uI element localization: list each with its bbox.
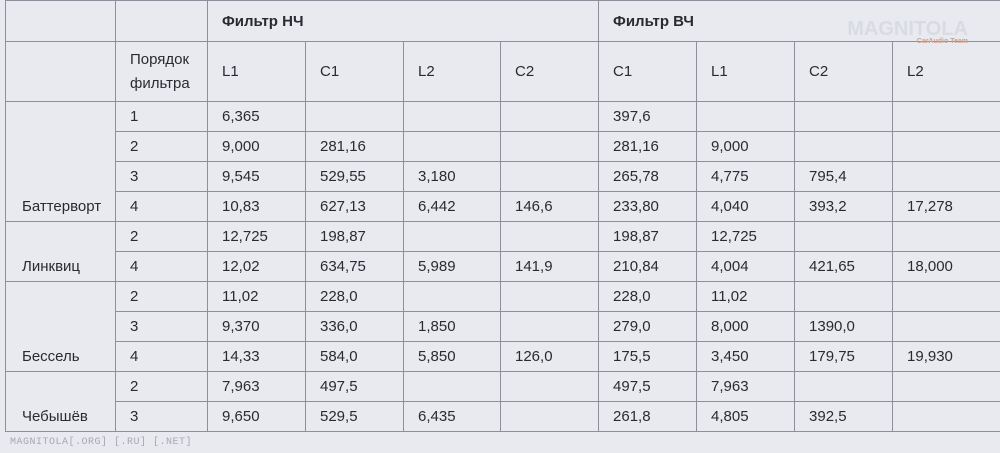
highpass-value-cell: 7,963 (697, 372, 795, 402)
highpass-value-cell: 11,02 (697, 282, 795, 312)
lowpass-col-l1: L1 (208, 42, 306, 102)
lowpass-value-cell: 529,5 (306, 402, 404, 432)
highpass-value-cell: 3,450 (697, 342, 795, 372)
lowpass-value-cell: 5,989 (404, 252, 501, 282)
lowpass-value-cell (404, 222, 501, 252)
lowpass-value-cell: 7,963 (208, 372, 306, 402)
lowpass-value-cell: 6,365 (208, 102, 306, 132)
lowpass-value-cell: 281,16 (306, 132, 404, 162)
highpass-value-cell (795, 222, 893, 252)
highpass-value-cell: 279,0 (599, 312, 697, 342)
lowpass-value-cell: 497,5 (306, 372, 404, 402)
lowpass-col-l2: L2 (404, 42, 501, 102)
lowpass-value-cell: 3,180 (404, 162, 501, 192)
watermark-url: MAGNITOLA[.ORG] [.RU] [.NET] (10, 437, 193, 448)
highpass-col-c1: C1 (599, 42, 697, 102)
highpass-value-cell: 9,000 (697, 132, 795, 162)
highpass-col-c2: C2 (795, 42, 893, 102)
logo-text: MAGNITOLA (847, 18, 968, 40)
lowpass-value-cell: 228,0 (306, 282, 404, 312)
lowpass-value-cell: 6,435 (404, 402, 501, 432)
lowpass-value-cell (501, 402, 599, 432)
lowpass-value-cell: 11,02 (208, 282, 306, 312)
lowpass-value-cell: 336,0 (306, 312, 404, 342)
lowpass-value-cell: 9,370 (208, 312, 306, 342)
highpass-col-l2: L2 (893, 42, 1000, 102)
highpass-value-cell: 265,78 (599, 162, 697, 192)
lowpass-value-cell (404, 102, 501, 132)
method-cell: Чебышёв (6, 372, 116, 432)
order-cell: 1 (116, 102, 208, 132)
lowpass-value-cell (306, 102, 404, 132)
highpass-group-title: Фильтр ВЧ (599, 1, 1000, 42)
method-cell: Линквиц (6, 222, 116, 282)
lowpass-value-cell: 1,850 (404, 312, 501, 342)
lowpass-value-cell (404, 282, 501, 312)
highpass-value-cell (795, 132, 893, 162)
table-row (6, 252, 1000, 282)
order-cell: 2 (116, 222, 208, 252)
highpass-value-cell: 421,65 (795, 252, 893, 282)
lowpass-value-cell: 627,13 (306, 192, 404, 222)
highpass-value-cell: 4,004 (697, 252, 795, 282)
logo-subtitle: CarAudio Team (916, 38, 968, 45)
lowpass-value-cell: 9,000 (208, 132, 306, 162)
highpass-value-cell: 281,16 (599, 132, 697, 162)
highpass-value-cell (893, 402, 1000, 432)
lowpass-value-cell: 14,33 (208, 342, 306, 372)
highpass-value-cell (795, 372, 893, 402)
lowpass-value-cell (501, 372, 599, 402)
order-cell: 2 (116, 372, 208, 402)
table-row (6, 342, 1000, 372)
highpass-value-cell: 8,000 (697, 312, 795, 342)
lowpass-value-cell: 198,87 (306, 222, 404, 252)
lowpass-group-title: Фильтр НЧ (208, 1, 599, 42)
table-row (6, 192, 1000, 222)
order-cell: 2 (116, 282, 208, 312)
highpass-value-cell: 198,87 (599, 222, 697, 252)
order-cell: 4 (116, 252, 208, 282)
order-header (116, 42, 208, 102)
method-cell: Бессель (6, 282, 116, 372)
method-header-cell (6, 42, 116, 102)
corner-cell (116, 1, 208, 42)
lowpass-value-cell: 634,75 (306, 252, 404, 282)
highpass-value-cell (893, 282, 1000, 312)
highpass-value-cell (697, 102, 795, 132)
highpass-value-cell (893, 372, 1000, 402)
order-header-label: Порядок фильтра (130, 50, 190, 92)
lowpass-value-cell: 12,725 (208, 222, 306, 252)
table-row (6, 222, 1000, 252)
corner-cell (6, 1, 116, 42)
lowpass-value-cell: 9,545 (208, 162, 306, 192)
lowpass-value-cell: 584,0 (306, 342, 404, 372)
lowpass-col-c2: C2 (501, 42, 599, 102)
lowpass-value-cell: 529,55 (306, 162, 404, 192)
highpass-value-cell: 210,84 (599, 252, 697, 282)
highpass-value-cell: 19,930 (893, 342, 1000, 372)
header-row-columns (6, 42, 1000, 102)
table-row (6, 372, 1000, 402)
highpass-col-l1: L1 (697, 42, 795, 102)
highpass-value-cell: 4,805 (697, 402, 795, 432)
highpass-value-cell: 18,000 (893, 252, 1000, 282)
table-row (6, 162, 1000, 192)
lowpass-value-cell (501, 282, 599, 312)
highpass-value-cell (893, 162, 1000, 192)
highpass-value-cell (893, 102, 1000, 132)
magnitola-logo (847, 20, 968, 46)
method-cell: Баттерворт (6, 102, 116, 222)
order-cell: 2 (116, 132, 208, 162)
table-row (6, 102, 1000, 132)
highpass-value-cell (893, 312, 1000, 342)
order-cell: 4 (116, 342, 208, 372)
lowpass-value-cell: 6,442 (404, 192, 501, 222)
lowpass-value-cell: 5,850 (404, 342, 501, 372)
highpass-value-cell: 497,5 (599, 372, 697, 402)
table-row (6, 312, 1000, 342)
lowpass-value-cell (404, 132, 501, 162)
lowpass-value-cell (501, 162, 599, 192)
lowpass-value-cell (501, 222, 599, 252)
lowpass-col-c1: C1 (306, 42, 404, 102)
filter-coefficients-table (5, 0, 1000, 432)
table-row (6, 282, 1000, 312)
table-row (6, 132, 1000, 162)
highpass-value-cell: 795,4 (795, 162, 893, 192)
order-cell: 3 (116, 402, 208, 432)
highpass-value-cell: 393,2 (795, 192, 893, 222)
highpass-value-cell: 228,0 (599, 282, 697, 312)
highpass-value-cell (795, 282, 893, 312)
lowpass-value-cell: 10,83 (208, 192, 306, 222)
highpass-value-cell: 175,5 (599, 342, 697, 372)
highpass-value-cell: 392,5 (795, 402, 893, 432)
lowpass-value-cell (404, 372, 501, 402)
lowpass-value-cell: 126,0 (501, 342, 599, 372)
lowpass-value-cell (501, 132, 599, 162)
lowpass-value-cell: 141,9 (501, 252, 599, 282)
highpass-value-cell (893, 222, 1000, 252)
highpass-value-cell: 179,75 (795, 342, 893, 372)
table-row (6, 402, 1000, 432)
lowpass-value-cell: 12,02 (208, 252, 306, 282)
lowpass-value-cell: 9,650 (208, 402, 306, 432)
highpass-value-cell: 12,725 (697, 222, 795, 252)
order-cell: 3 (116, 312, 208, 342)
lowpass-value-cell: 146,6 (501, 192, 599, 222)
lowpass-value-cell (501, 312, 599, 342)
order-cell: 4 (116, 192, 208, 222)
highpass-value-cell: 17,278 (893, 192, 1000, 222)
highpass-value-cell: 233,80 (599, 192, 697, 222)
order-cell: 3 (116, 162, 208, 192)
highpass-value-cell: 4,040 (697, 192, 795, 222)
lowpass-value-cell (501, 102, 599, 132)
highpass-value-cell: 261,8 (599, 402, 697, 432)
highpass-value-cell: 1390,0 (795, 312, 893, 342)
highpass-value-cell: 397,6 (599, 102, 697, 132)
highpass-value-cell: 4,775 (697, 162, 795, 192)
highpass-value-cell (795, 102, 893, 132)
highpass-value-cell (893, 132, 1000, 162)
